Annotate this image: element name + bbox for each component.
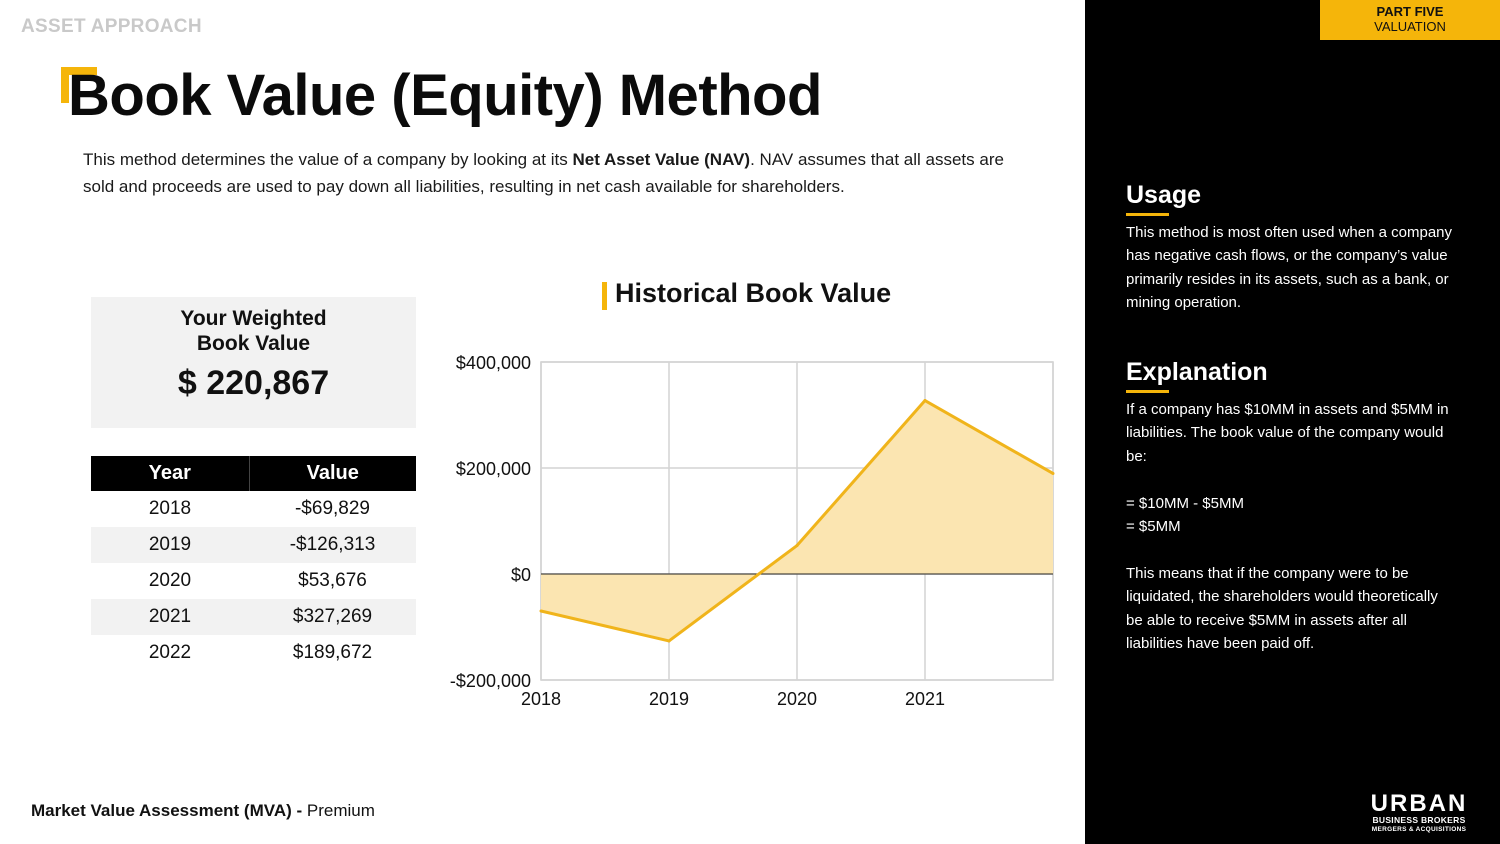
- table-row: [91, 599, 416, 635]
- book-value-table: [91, 456, 416, 671]
- intro-nav-term: Net Asset Value (NAV): [572, 150, 751, 169]
- usage-heading: Usage: [1126, 181, 1202, 209]
- chart-x-tick-label: 2020: [776, 689, 818, 709]
- chart-x-tick-label: 2018: [520, 689, 562, 709]
- table-row: [91, 491, 416, 527]
- logo-subtitle: BUSINESS BROKERS: [1372, 815, 1466, 825]
- explanation-heading-underline: [1126, 390, 1169, 393]
- explanation-heading: Explanation: [1126, 358, 1268, 386]
- table-row: [91, 635, 416, 671]
- table-cell-year: 2020: [148, 570, 192, 591]
- explanation-conclusion-text: This means that if the company were to be liquidated, the shareholders would theoretically be able to receive $5MM in assets after all liabilities have been paid off.: [1126, 565, 1438, 653]
- chart-title-accent: [602, 282, 607, 310]
- weighted-book-value-amount: $ 220,867: [177, 364, 330, 402]
- footer-title: Market Value Assessment (MVA) -: [31, 801, 303, 820]
- section-label: ASSET APPROACH: [21, 16, 202, 37]
- weighted-book-value-label: [91, 306, 416, 356]
- table-header-row: [91, 456, 416, 491]
- table-header-value: Value: [249, 456, 416, 491]
- table-row: [91, 563, 416, 599]
- usage-text: This method is most often used when a company has negative cash flows, or the company’s value primarily resides in its assets, such as a bank, or mining operation.: [1126, 224, 1453, 312]
- table-header-year: Year: [91, 456, 249, 491]
- table-row: [91, 527, 416, 563]
- part-badge-section: VALUATION: [1374, 19, 1446, 34]
- chart-data-point: [924, 399, 927, 402]
- usage-heading-underline: [1126, 213, 1169, 216]
- explanation-intro-text: If a company has $10MM in assets and $5MM in liabilities. The book value of the company would be:: [1126, 401, 1449, 465]
- explanation-equation-1: = $10MM - $5MM: [1126, 495, 1244, 512]
- intro-text-end: . NAV assumes that all assets are sold and proceeds are used to pay down all liabilities, resulting in net cash available for shareholders.: [83, 150, 1004, 196]
- logo-brand: URBAN: [1370, 790, 1468, 817]
- chart-y-tick-label: $200,000: [455, 459, 531, 479]
- table-cell-value: -$126,313: [249, 527, 416, 563]
- chart-data-point: [668, 639, 671, 642]
- table-cell-year: 2021: [91, 599, 249, 635]
- weighted-book-value-label-line1: Your Weighted: [180, 307, 327, 330]
- chart-data-point: [1052, 472, 1055, 475]
- weighted-book-value-label-line2: Book Value: [196, 332, 311, 355]
- intro-text-start: This method determines the value of a company by looking at its: [83, 150, 573, 169]
- weighted-book-value-card: [91, 297, 416, 428]
- table-cell-year: 2022: [148, 642, 192, 663]
- chart-y-tick-label: $0: [510, 565, 531, 585]
- explanation-equation-2: = $5MM: [1126, 518, 1181, 535]
- table-cell-year: 2018: [148, 498, 192, 519]
- logo-tagline: MERGERS & ACQUISITIONS: [1371, 826, 1467, 833]
- table-cell-value: $53,676: [298, 570, 367, 591]
- chart-y-tick-label: -$200,000: [449, 671, 531, 691]
- part-badge-part: PART FIVE: [1376, 4, 1444, 19]
- page-title: Book Value (Equity) Method: [68, 63, 822, 128]
- table-cell-year: 2019: [91, 527, 249, 563]
- part-badge: [1320, 0, 1500, 40]
- table-cell-value: $327,269: [249, 599, 416, 635]
- urban-business-brokers-logo: [1363, 790, 1475, 834]
- chart-x-tick-label: 2021: [904, 689, 946, 709]
- historical-book-value-chart: [430, 340, 1060, 720]
- chart-x-tick-label: 2019: [648, 689, 690, 709]
- chart-y-tick-label: $400,000: [455, 353, 531, 373]
- chart-title: Historical Book Value: [615, 278, 892, 308]
- footer-tier: Premium: [302, 801, 375, 820]
- table-cell-value: -$69,829: [294, 498, 370, 519]
- footer-text: [31, 801, 375, 821]
- chart-data-point: [540, 610, 543, 613]
- intro-paragraph: [83, 147, 1023, 200]
- chart-data-point: [796, 544, 799, 547]
- table-cell-value: $189,672: [292, 642, 373, 663]
